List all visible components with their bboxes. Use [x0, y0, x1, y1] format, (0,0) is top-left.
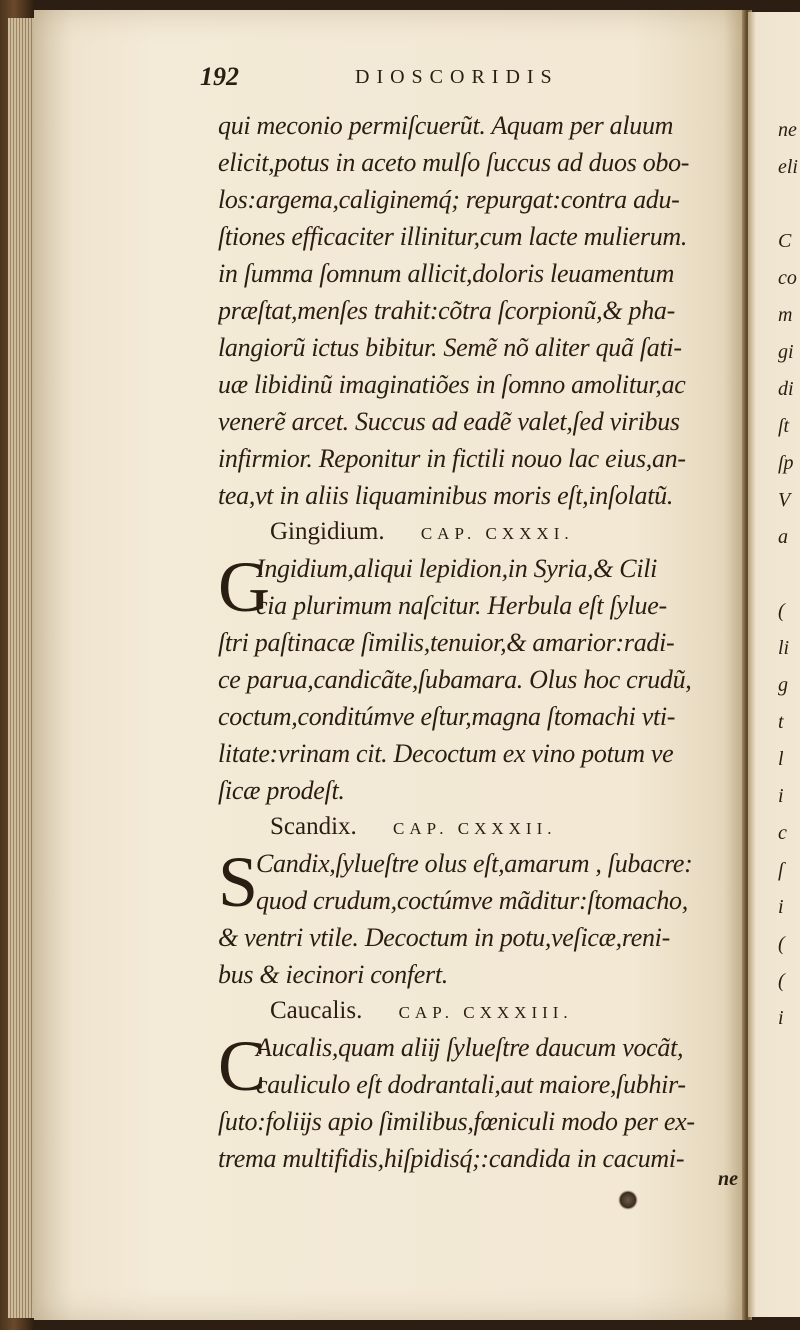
- page-header: [200, 62, 620, 92]
- facing-page-fragment: i: [778, 896, 784, 918]
- text-line: langiorũ ictus bibitur. Semẽ nõ aliter quã ſati-: [218, 333, 682, 362]
- drop-cap: G: [218, 547, 270, 627]
- facing-page-fragment: c: [778, 822, 787, 844]
- chapter-number: CAP. CXXXII.: [393, 819, 557, 838]
- text-line: uæ libidinũ imaginatiões in ſomno amolitur,ac: [218, 370, 686, 399]
- chapter-title: Scandix.: [270, 813, 357, 840]
- facing-page-fragment: i: [778, 785, 784, 807]
- facing-page-fragment: [778, 556, 800, 593]
- text-line: ſicæ prodeſt.: [218, 776, 345, 805]
- chapter-paragraph: [218, 547, 738, 809]
- chapter-title: Caucalis.: [270, 997, 363, 1024]
- facing-page-fragment: ſp: [778, 452, 794, 474]
- text-line: ce parua,candicãte,ſubamara. Olus hoc crudũ,: [218, 665, 692, 694]
- text-line: trema multifidis,hiſpidisq́;:candida in cacumi-: [218, 1144, 685, 1173]
- text-line: cia plurimum naſcitur. Herbula eſt ſylue-: [256, 591, 667, 620]
- page-number: 192: [200, 62, 239, 91]
- text-line: præſtat,menſes trahit:cõtra ſcorpionũ,& pha-: [218, 296, 675, 325]
- text-line: Ingidium,aliqui lepidion,in Syria,& Cili: [256, 554, 658, 583]
- facing-page-fragment: (: [778, 970, 785, 992]
- facing-page-fragment: ſ: [778, 859, 784, 881]
- text-line: qui meconio permiſcuerũt. Aquam per aluum: [218, 111, 674, 140]
- chapter-title: Gingidium.: [270, 518, 385, 545]
- chapter-heading: [218, 809, 738, 845]
- text-line: ſtiones efficaciter illinitur,cum lacte mulierum.: [218, 222, 688, 251]
- catchword: ne: [718, 1168, 738, 1190]
- chapter-number: CAP. CXXXI.: [420, 524, 574, 543]
- running-title: DIOSCORIDIS: [355, 66, 559, 88]
- text-line: quod crudum,coctúmve mãditur:ſtomacho,: [256, 886, 688, 915]
- text-line: tea,vt in aliis liquaminibus moris eſt,inſolatũ.: [218, 481, 674, 510]
- chapter-heading: [218, 993, 738, 1029]
- text-line: los:argema,caliginemq́; repurgat:contra adu-: [218, 185, 680, 214]
- drop-cap: C: [218, 1026, 267, 1106]
- facing-page-fragment: eli: [778, 156, 798, 178]
- facing-page-fragment: ne: [778, 119, 797, 141]
- body-text: [218, 107, 738, 1177]
- text-line: Aucalis,quam aliĳ ſylueſtre daucum vocãt,: [256, 1033, 684, 1062]
- text-line: litate:vrinam cit. Decoctum ex vino potum ve: [218, 739, 674, 768]
- printer-ornament-icon: [618, 1190, 638, 1210]
- text-line: bus & iecinori confert.: [218, 960, 448, 989]
- text-line: cauliculo eſt dodrantali,aut maiore,ſubhir-: [256, 1070, 686, 1099]
- facing-page-fragment: li: [778, 637, 790, 659]
- chapter-paragraph: [218, 842, 738, 993]
- text-line: & ventri vtile. Decoctum in potu,veſicæ,reni-: [218, 923, 670, 952]
- facing-page-fragment: gi: [778, 341, 794, 363]
- facing-page-fragments: [778, 112, 800, 1037]
- chapter-heading: [218, 514, 738, 550]
- text-line: Candix,ſylueſtre olus eſt,amarum , ſubacre:: [256, 849, 693, 878]
- facing-page-fragment: di: [778, 378, 794, 400]
- text-line: infirmior. Reponitur in fictili nouo lac eius,an-: [218, 444, 686, 473]
- facing-page-fragment: i: [778, 1007, 784, 1029]
- facing-page-fragment: co: [778, 267, 797, 289]
- page-edges: [8, 18, 34, 1318]
- text-line: venerẽ arcet. Succus ad eadẽ valet,ſed viribus: [218, 407, 680, 436]
- text-line: ſtri paſtinacæ ſimilis,tenuior,& amarior:radi-: [218, 628, 675, 657]
- chapter-paragraph: [218, 1026, 738, 1177]
- facing-page-fragment: ſt: [778, 415, 790, 437]
- facing-page-fragment: (: [778, 933, 785, 955]
- facing-page-fragment: [778, 186, 800, 223]
- facing-page-fragment: g: [778, 674, 788, 696]
- facing-page-fragment: a: [778, 526, 788, 548]
- facing-page-fragment: l: [778, 748, 784, 770]
- drop-cap: S: [218, 842, 259, 922]
- text-line: coctum,conditúmve eſtur,magna ſtomachi vti-: [218, 702, 676, 731]
- facing-page-fragment: m: [778, 304, 793, 326]
- facing-page-fragment: C: [778, 230, 792, 252]
- chapter-number: CAP. CXXXIII.: [398, 1003, 573, 1022]
- intro-paragraph: [218, 107, 738, 514]
- facing-page-fragment: (: [778, 600, 785, 622]
- text-line: ſuto:foliĳs apio ſimilibus,fœniculi modo per ex-: [218, 1107, 695, 1136]
- text-line: elicit,potus in aceto mulſo ſuccus ad duos obo-: [218, 148, 690, 177]
- facing-page-fragment: t: [778, 711, 784, 733]
- facing-page-fragment: V: [778, 489, 791, 511]
- text-line: in ſumma ſomnum allicit,doloris leuamentum: [218, 259, 675, 288]
